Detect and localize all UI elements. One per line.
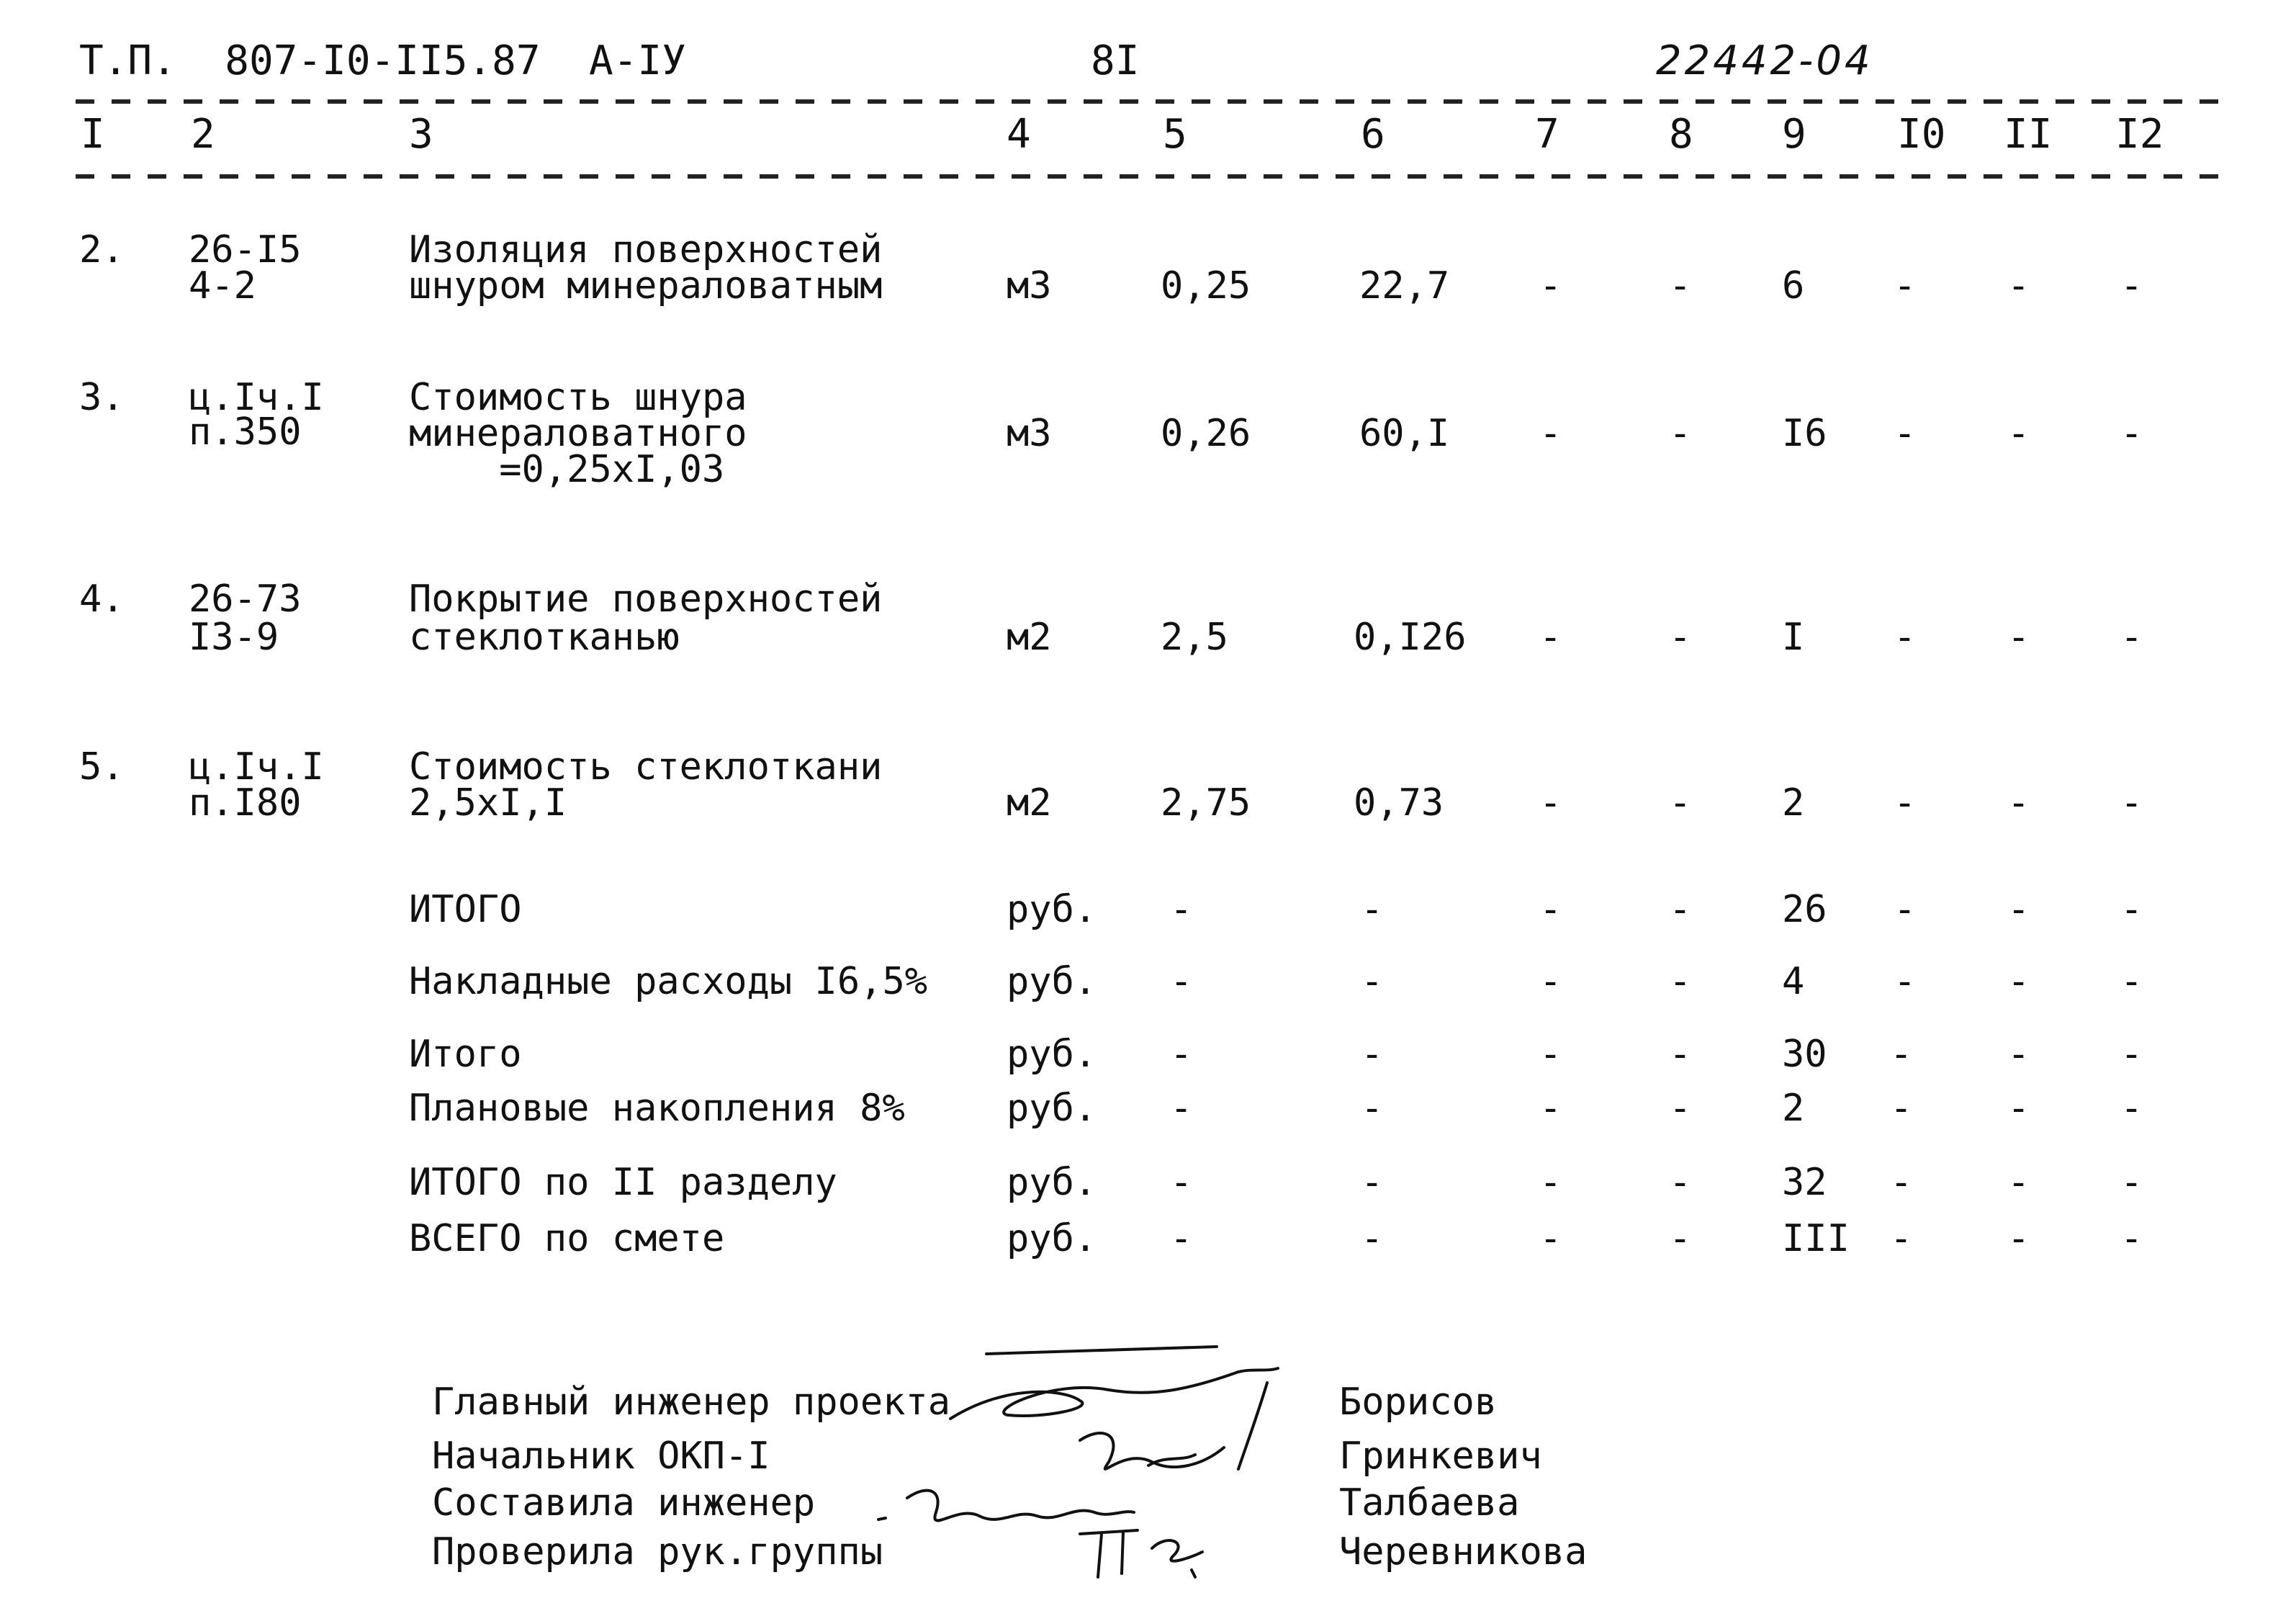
col11-value: -	[2007, 781, 2030, 825]
unit: руб.	[1007, 1033, 1097, 1076]
unit: руб.	[1007, 1087, 1097, 1130]
unit: м3	[1007, 264, 1052, 308]
col8-value: -	[1669, 264, 1692, 308]
col9-value: 30	[1782, 1033, 1827, 1076]
work-description: Стоимость стеклоткани	[409, 745, 883, 789]
col10-value: -	[1894, 264, 1917, 308]
work-description: =0,25хI,03	[409, 448, 725, 491]
col6-value: -	[1361, 1217, 1384, 1260]
col8-value: -	[1669, 412, 1692, 455]
norm-code: ц.Iч.I	[189, 745, 324, 789]
signatory-role: Начальник ОКП-I	[432, 1435, 770, 1478]
norm-code: п.350	[189, 410, 302, 454]
col10-value: -	[1894, 412, 1917, 455]
col11-value: -	[2007, 1161, 2030, 1204]
col7-value: -	[1539, 1087, 1562, 1130]
signatory-role: Составила инженер	[432, 1481, 816, 1525]
col7-value: -	[1539, 960, 1562, 1003]
col8-value: -	[1669, 1033, 1692, 1076]
signature-engineer	[878, 1491, 1134, 1521]
total-label: ВСЕГО по смете	[409, 1217, 725, 1260]
col7-value: -	[1539, 616, 1562, 659]
col7-value: -	[1539, 1033, 1562, 1076]
unit: м2	[1007, 616, 1052, 659]
col11-value: -	[2007, 264, 2030, 308]
col8-value: -	[1669, 1217, 1692, 1260]
col12-value: -	[2120, 781, 2143, 825]
col9-value: 2	[1782, 1087, 1805, 1130]
work-description: стеклотканью	[409, 616, 680, 659]
norm-code: 26-I5	[189, 228, 302, 271]
column-number: 4	[1007, 111, 1031, 158]
col8-value: -	[1669, 1161, 1692, 1204]
col6-value: 60,I	[1359, 412, 1450, 455]
col12-value: -	[2120, 1087, 2143, 1130]
col12-value: -	[2120, 264, 2143, 308]
unit: руб.	[1007, 960, 1097, 1003]
column-number: 3	[409, 111, 433, 158]
col6-value: -	[1361, 960, 1384, 1003]
total-label: Итого	[409, 1033, 522, 1076]
column-number: I0	[1897, 111, 1946, 158]
col5-value: 2,5	[1161, 616, 1228, 659]
col8-value: -	[1669, 616, 1692, 659]
col11-value: -	[2007, 1033, 2030, 1076]
total-label: Накладные расходы I6,5%	[409, 960, 928, 1003]
col9-value: I6	[1782, 412, 1827, 455]
col12-value: -	[2120, 888, 2143, 931]
col6-value: -	[1361, 888, 1384, 931]
header-divider-bottom	[76, 174, 2228, 179]
col6-value: 0,I26	[1354, 616, 1467, 659]
col5-value: -	[1170, 1217, 1193, 1260]
column-number: I	[81, 111, 105, 158]
col5-value: -	[1170, 1087, 1193, 1130]
col11-value: -	[2007, 1087, 2030, 1130]
norm-code: ц.Iч.I	[189, 376, 324, 419]
col12-value: -	[2120, 1217, 2143, 1260]
col7-value: -	[1539, 1161, 1562, 1204]
column-number: 6	[1361, 111, 1385, 158]
col10-value: -	[1890, 1217, 1913, 1260]
norm-code: 4-2	[189, 264, 256, 308]
work-description: Изоляция поверхностей	[409, 228, 883, 271]
col10-value: -	[1890, 1161, 1913, 1204]
signatory-name: Гринкевич	[1339, 1435, 1542, 1478]
col11-value: -	[2007, 412, 2030, 455]
row-number: 4.	[79, 578, 125, 621]
work-description: Стоимость шнура	[409, 376, 747, 419]
header-divider-top	[76, 99, 2228, 104]
col6-value: 22,7	[1359, 264, 1450, 308]
col9-value: 32	[1782, 1161, 1827, 1204]
column-number: I2	[2115, 111, 2164, 158]
work-description: Покрытие поверхностей	[409, 578, 883, 621]
column-number: 8	[1669, 111, 1693, 158]
col7-value: -	[1539, 1217, 1562, 1260]
col10-value: -	[1890, 1087, 1913, 1130]
col9-value: 6	[1782, 264, 1805, 308]
total-label: ИТОГО по II разделу	[409, 1161, 837, 1204]
unit: м3	[1007, 412, 1052, 455]
col11-value: -	[2007, 960, 2030, 1003]
archive-number: 22442-04	[1656, 37, 1873, 84]
column-number: 5	[1163, 111, 1187, 158]
column-number: 2	[191, 111, 215, 158]
unit: руб.	[1007, 1161, 1097, 1204]
col11-value: -	[2007, 888, 2030, 931]
col10-value: -	[1894, 888, 1917, 931]
col6-value: -	[1361, 1033, 1384, 1076]
signatory-role: Главный инженер проекта	[432, 1381, 951, 1424]
col5-value: -	[1170, 1033, 1193, 1076]
signatory-name: Талбаева	[1339, 1481, 1520, 1525]
col5-value: 0,26	[1161, 412, 1251, 455]
column-number: II	[2004, 111, 2053, 158]
work-description: шнуром минераловатным	[409, 264, 883, 308]
signatory-name: Черевникова	[1339, 1530, 1588, 1574]
unit: руб.	[1007, 1217, 1097, 1260]
work-description: минераловатного	[409, 412, 747, 455]
col11-value: -	[2007, 1217, 2030, 1260]
col12-value: -	[2120, 1161, 2143, 1204]
norm-code: 26-73	[189, 578, 302, 621]
col9-value: I	[1782, 616, 1805, 659]
col9-value: 2	[1782, 781, 1805, 825]
col8-value: -	[1669, 888, 1692, 931]
col6-value: 0,73	[1354, 781, 1444, 825]
row-number: 3.	[79, 376, 125, 419]
col9-value: 4	[1782, 960, 1805, 1003]
unit: м2	[1007, 781, 1052, 825]
col7-value: -	[1539, 412, 1562, 455]
col10-value: -	[1890, 1033, 1913, 1076]
norm-code: п.I80	[189, 781, 302, 825]
col9-value: 26	[1782, 888, 1827, 931]
col12-value: -	[2120, 1033, 2143, 1076]
col12-value: -	[2120, 412, 2143, 455]
column-number: 9	[1782, 111, 1806, 158]
col6-value: -	[1361, 1087, 1384, 1130]
col9-value: III	[1782, 1217, 1850, 1260]
total-label: ИТОГО	[409, 888, 522, 931]
work-description: 2,5хI,I	[409, 781, 567, 825]
col10-value: -	[1894, 781, 1917, 825]
col5-value: -	[1170, 1161, 1193, 1204]
unit: руб.	[1007, 888, 1097, 931]
signatory-name: Борисов	[1339, 1381, 1498, 1424]
col12-value: -	[2120, 616, 2143, 659]
col10-value: -	[1894, 960, 1917, 1003]
col7-value: -	[1539, 264, 1562, 308]
handwritten-signatures	[864, 1339, 1310, 1599]
col5-value: -	[1170, 960, 1193, 1003]
col5-value: 2,75	[1161, 781, 1251, 825]
norm-code: I3-9	[189, 616, 279, 659]
col7-value: -	[1539, 888, 1562, 931]
col8-value: -	[1669, 1087, 1692, 1130]
row-number: 5.	[79, 745, 125, 789]
col8-value: -	[1669, 960, 1692, 1003]
col10-value: -	[1894, 616, 1917, 659]
col5-value: -	[1170, 888, 1193, 931]
col6-value: -	[1361, 1161, 1384, 1204]
col5-value: 0,25	[1161, 264, 1251, 308]
col8-value: -	[1669, 781, 1692, 825]
signature-department-head	[1080, 1433, 1224, 1469]
col11-value: -	[2007, 616, 2030, 659]
col7-value: -	[1539, 781, 1562, 825]
signature-group-leader	[1080, 1530, 1202, 1577]
total-label: Плановые накопления 8%	[409, 1087, 905, 1130]
document-reference: Т.П. 807-I0-II5.87 А-IУ	[79, 37, 686, 84]
column-number: 7	[1535, 111, 1559, 158]
row-number: 2.	[79, 228, 125, 271]
col12-value: -	[2120, 960, 2143, 1003]
page-number: 8I	[1091, 37, 1140, 84]
signatory-role: Проверила рук.группы	[432, 1530, 883, 1574]
